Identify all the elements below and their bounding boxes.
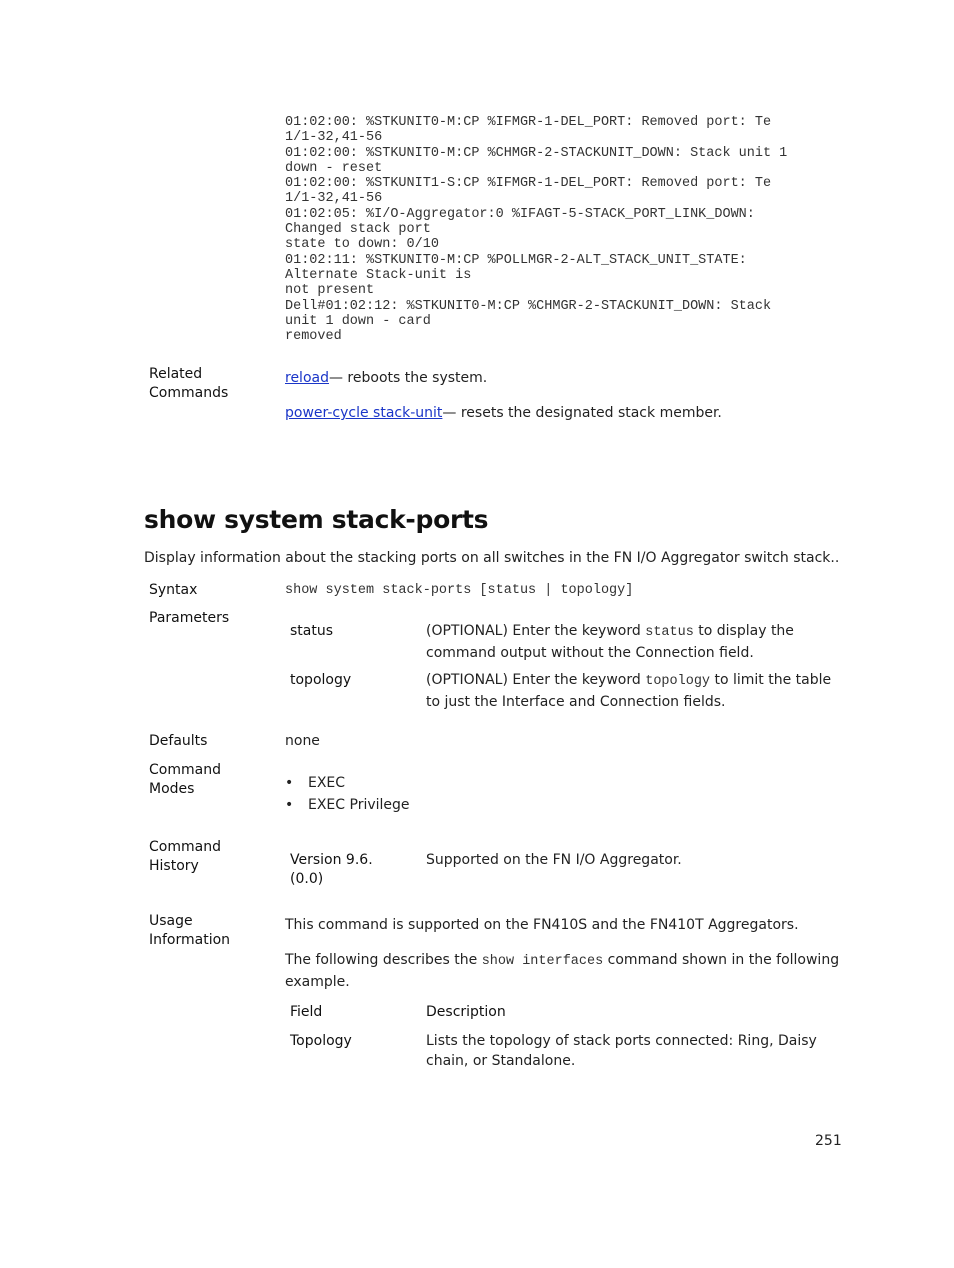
label-line: Usage: [149, 913, 193, 929]
log-line: 01:02:00: %STKUNIT0-M:CP %CHMGR-2-STACKUNIT_DOWN: Stack unit 1: [285, 145, 788, 161]
log-line: 01:02:00: %STKUNIT1-S:CP %IFMGR-1-DEL_PORT: Removed port: Te: [285, 176, 772, 192]
command-code: show interfaces: [481, 954, 604, 969]
log-line: 01:02:00: %STKUNIT0-M:CP %IFMGR-1-DEL_PORT: Removed port: Te: [285, 115, 772, 130]
defaults-label: Defaults: [149, 733, 208, 749]
usage-para-line: example.: [285, 974, 350, 990]
keyword-code: status: [645, 625, 694, 640]
label-line: Modes: [149, 781, 195, 797]
log-line: not present: [285, 283, 375, 299]
mode-item: • EXEC: [285, 773, 410, 795]
param-desc-status: [426, 621, 794, 663]
page-number: 251: [815, 1133, 842, 1149]
label-line: Command: [149, 839, 221, 855]
related-item-reload: [285, 368, 487, 388]
history-description: Supported on the FN I/O Aggregator.: [426, 852, 682, 868]
log-line: unit 1 down - card: [285, 313, 431, 329]
param-name-status: status: [290, 623, 334, 639]
text: to display the: [693, 623, 794, 639]
label-line: Information: [149, 932, 231, 948]
text: The following describes the: [285, 952, 482, 968]
desc-line: Lists the topology of stack ports connected: Ring, Daisy: [426, 1033, 817, 1049]
log-line: 01:02:11: %STKUNIT0-M:CP %POLLMGR-2-ALT_STACK_UNIT_STATE:: [285, 252, 747, 268]
keyword-code: topology: [645, 674, 711, 689]
log-output: [285, 115, 787, 344]
label-line: Commands: [149, 385, 229, 401]
section-title: show system stack-ports: [144, 505, 489, 534]
reload-link[interactable]: reload: [285, 370, 329, 386]
syntax-command: show system stack-ports [status | topology]: [285, 583, 634, 598]
syntax-label: Syntax: [149, 582, 198, 598]
table-row-description: [426, 1031, 817, 1071]
param-desc-line: to just the Interface and Connection fields.: [426, 694, 726, 710]
related-item-text: — reboots the system.: [328, 370, 488, 386]
param-name-topology: topology: [290, 672, 352, 688]
text: (OPTIONAL) Enter the keyword: [426, 623, 646, 639]
log-line: Alternate Stack-unit is: [285, 267, 472, 283]
mode-item: • EXEC Privilege: [285, 795, 410, 817]
history-version: [290, 851, 373, 889]
param-desc-topology: [426, 670, 831, 712]
log-line: removed: [285, 329, 342, 345]
command-modes-list: [285, 773, 410, 817]
log-line: 1/1-32,41-56: [285, 191, 383, 207]
version-line: Version 9.6.: [290, 852, 373, 868]
label-line: History: [149, 858, 199, 874]
param-desc-line: [426, 621, 794, 643]
parameters-label: Parameters: [149, 610, 230, 626]
usage-information-label: [149, 912, 230, 950]
label-line: Command: [149, 762, 221, 778]
power-cycle-link[interactable]: power-cycle stack-unit: [285, 405, 443, 421]
command-history-label: [149, 838, 221, 876]
defaults-value: none: [285, 733, 320, 749]
text: (OPTIONAL) Enter the keyword: [426, 672, 646, 688]
version-line: (0.0): [290, 871, 324, 887]
command-modes-label: [149, 761, 221, 799]
log-line: Changed stack port: [285, 222, 431, 238]
usage-para-1: This command is supported on the FN410S and the FN410T Aggregators.: [285, 917, 799, 933]
log-line: 1/1-32,41-56: [285, 130, 383, 146]
related-item-text: — resets the designated stack member.: [442, 405, 722, 421]
related-item-power-cycle: [285, 403, 722, 423]
text: to limit the table: [710, 672, 832, 688]
related-commands-label: [149, 365, 228, 403]
table-row-field: Topology: [290, 1033, 352, 1049]
usage-para-line: [285, 950, 839, 972]
log-line: Dell#01:02:12: %STKUNIT0-M:CP %CHMGR-2-STACKUNIT_DOWN: Stack: [285, 298, 772, 314]
usage-para-2: [285, 950, 839, 992]
param-desc-line: [426, 670, 831, 692]
text: command shown in the following: [603, 952, 840, 968]
section-intro: Display information about the stacking ports on all switches in the FN I/O Aggregator switch stack..: [144, 550, 840, 566]
log-line: down - reset: [285, 160, 383, 176]
table-header-field: Field: [290, 1004, 323, 1020]
param-desc-line: command output without the Connection field.: [426, 645, 754, 661]
label-line: Related: [149, 366, 203, 382]
desc-line: chain, or Standalone.: [426, 1053, 576, 1069]
log-line: 01:02:05: %I/O-Aggregator:0 %IFAGT-5-STACK_PORT_LINK_DOWN:: [285, 206, 755, 222]
table-header-description: Description: [426, 1004, 506, 1020]
log-line: state to down: 0/10: [285, 237, 439, 253]
